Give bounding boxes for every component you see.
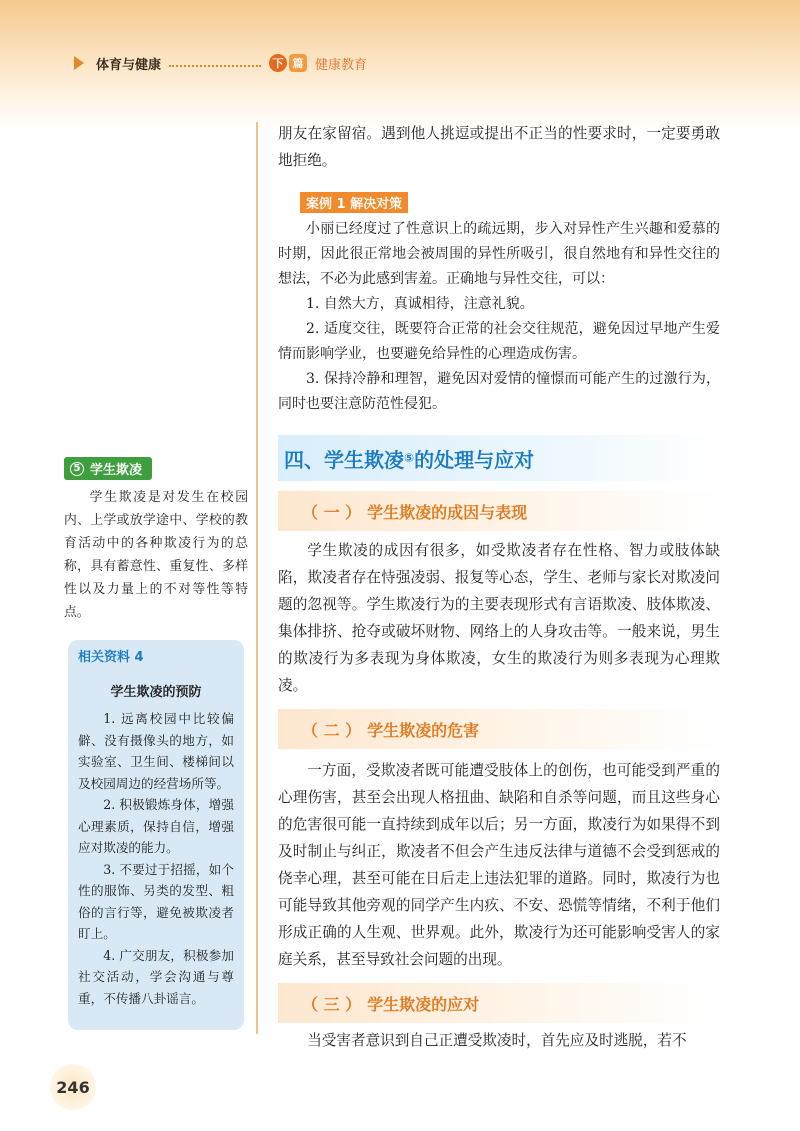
footnote-ref: ⑤ (404, 451, 415, 465)
subheading-2-title: 学生欺凌的危害 (367, 720, 480, 740)
box-subtitle: 学生欺凌的预防 (110, 685, 202, 700)
sidebar-note (64, 456, 248, 624)
running-header (74, 52, 367, 74)
section-title: 健康教育 (315, 57, 368, 73)
note-title-text: 学生欺凌 (90, 463, 143, 478)
subheading-2-num: （ 二 ） (302, 720, 362, 740)
subheading-3-title: 学生欺凌的应对 (367, 994, 480, 1014)
column-divider (256, 122, 258, 1034)
case-item-2: 2. 适度交往，既要符合正常的社会交往规范，避免因过早地产生爱情而影响学业，也要避免给异性的心理造成伤害。 (278, 321, 720, 362)
subheading-3 (278, 983, 720, 1023)
section-heading (278, 435, 720, 481)
box-item: 4. 广交朋友，积极参加社交活动，学会沟通与尊重，不传播八卦谣言。 (78, 947, 234, 1006)
triangle-icon (74, 56, 84, 70)
part-badge-2: 篇 (289, 54, 307, 72)
section-heading-b: 的处理与应对 (414, 447, 535, 472)
box-item: 2. 积极锻炼身体，增强心理素质，保持自信，增强应对欺凌的能力。 (78, 797, 234, 855)
sub2-paragraph: 一方面，受欺凌者既可能遭受肢体上的创伤，也可能受到严重的心理伤害，甚至会出现人格扭曲、缺陷和自杀等问题，而且这些身心的危害很可能一直持续到成年以后；另一方面，欺凌行为如果得不到及时制止与纠正，欺凌者不但会产生违反法律与道德不会受到惩戒的侥幸心理，甚至可能在日后走上违法犯罪的道路。同时，欺凌行为也可能导致其他旁观的同学产生内疚、不安、恐慌等情绪，不利于他们形成正确的人生观、世界观。此外，欺凌行为还可能影响受害人的家庭关系，甚至导致社会问题的出现。 (278, 762, 720, 968)
note-text: 学生欺凌是对发生在校园内、上学或放学途中、学校的教育活动中的各种欺凌行为的总称，具有蓄意性、重复性、多样性以及力量上的不对等性等特点。 (64, 490, 248, 620)
intro-paragraph: 朋友在家留宿。遇到他人挑逗或提出不正当的性要求时，一定要勇敢地拒绝。 (278, 125, 720, 169)
case-item-1: 1. 自然大方，真诚相待，注意礼貌。 (306, 296, 534, 312)
box-item: 1. 远离校园中比较偏僻、没有摄像头的地方，如实验室、卫生间、楼梯间以及校园周边的经营场所等。 (78, 711, 234, 791)
main-column (278, 120, 720, 1054)
subheading-1 (278, 491, 720, 531)
case-paragraph: 小丽已经度过了性意识上的疏远期，步入对异性产生兴趣和爱慕的时期，因此很正常地会被周围的异性所吸引，很自然地有和异性交往的想法，不必为此感到害羞。正确地与异性交往，可以： (278, 221, 720, 287)
subheading-3-num: （ 三 ） (302, 994, 362, 1014)
box-title: 相关资料 4 (78, 650, 144, 665)
related-materials-box (68, 640, 244, 1030)
note-title (64, 457, 152, 480)
box-list (78, 708, 234, 1009)
subheading-2 (278, 709, 720, 749)
page-number: 246 (50, 1064, 96, 1110)
sub1-paragraph: 学生欺凌的成因有很多，如受欺凌者存在性格、智力或肢体缺陷，欺凌者存在恃强凌弱、报复等心态，学生、老师与家长对欺凌问题的忽视等。学生欺凌行为的主要表现形式有言语欺凌、肢体欺凌、集体排挤、抢夺或破坏财物、网络上的人身攻击等。一般来说，男生的欺凌行为多表现为身体欺凌，女生的欺凌行为则多表现为心理欺凌。 (278, 542, 720, 694)
section-heading-a: 四、学生欺凌 (284, 447, 404, 472)
case-label: 案例 1 解决对策 (300, 192, 408, 213)
case-item-3: 3. 保持冷静和理智，避免因对爱情的憧憬而可能产生的过激行为，同时也要注意防范性侵犯。 (278, 371, 720, 412)
sub3-paragraph: 当受害者意识到自己正遭受欺凌时，首先应及时逃脱，若不 (307, 1032, 687, 1049)
box-item: 3. 不要过于招摇，如个性的服饰、另类的发型、粗俗的言行等，避免被欺凌者盯上。 (78, 861, 234, 941)
part-badge: 下 (269, 54, 287, 72)
note-number: 5 (70, 462, 84, 476)
dotted-divider (169, 59, 261, 67)
subheading-1-num: （ 一 ） (302, 502, 362, 522)
book-title: 体育与健康 (96, 57, 162, 73)
subheading-1-title: 学生欺凌的成因与表现 (367, 502, 528, 522)
